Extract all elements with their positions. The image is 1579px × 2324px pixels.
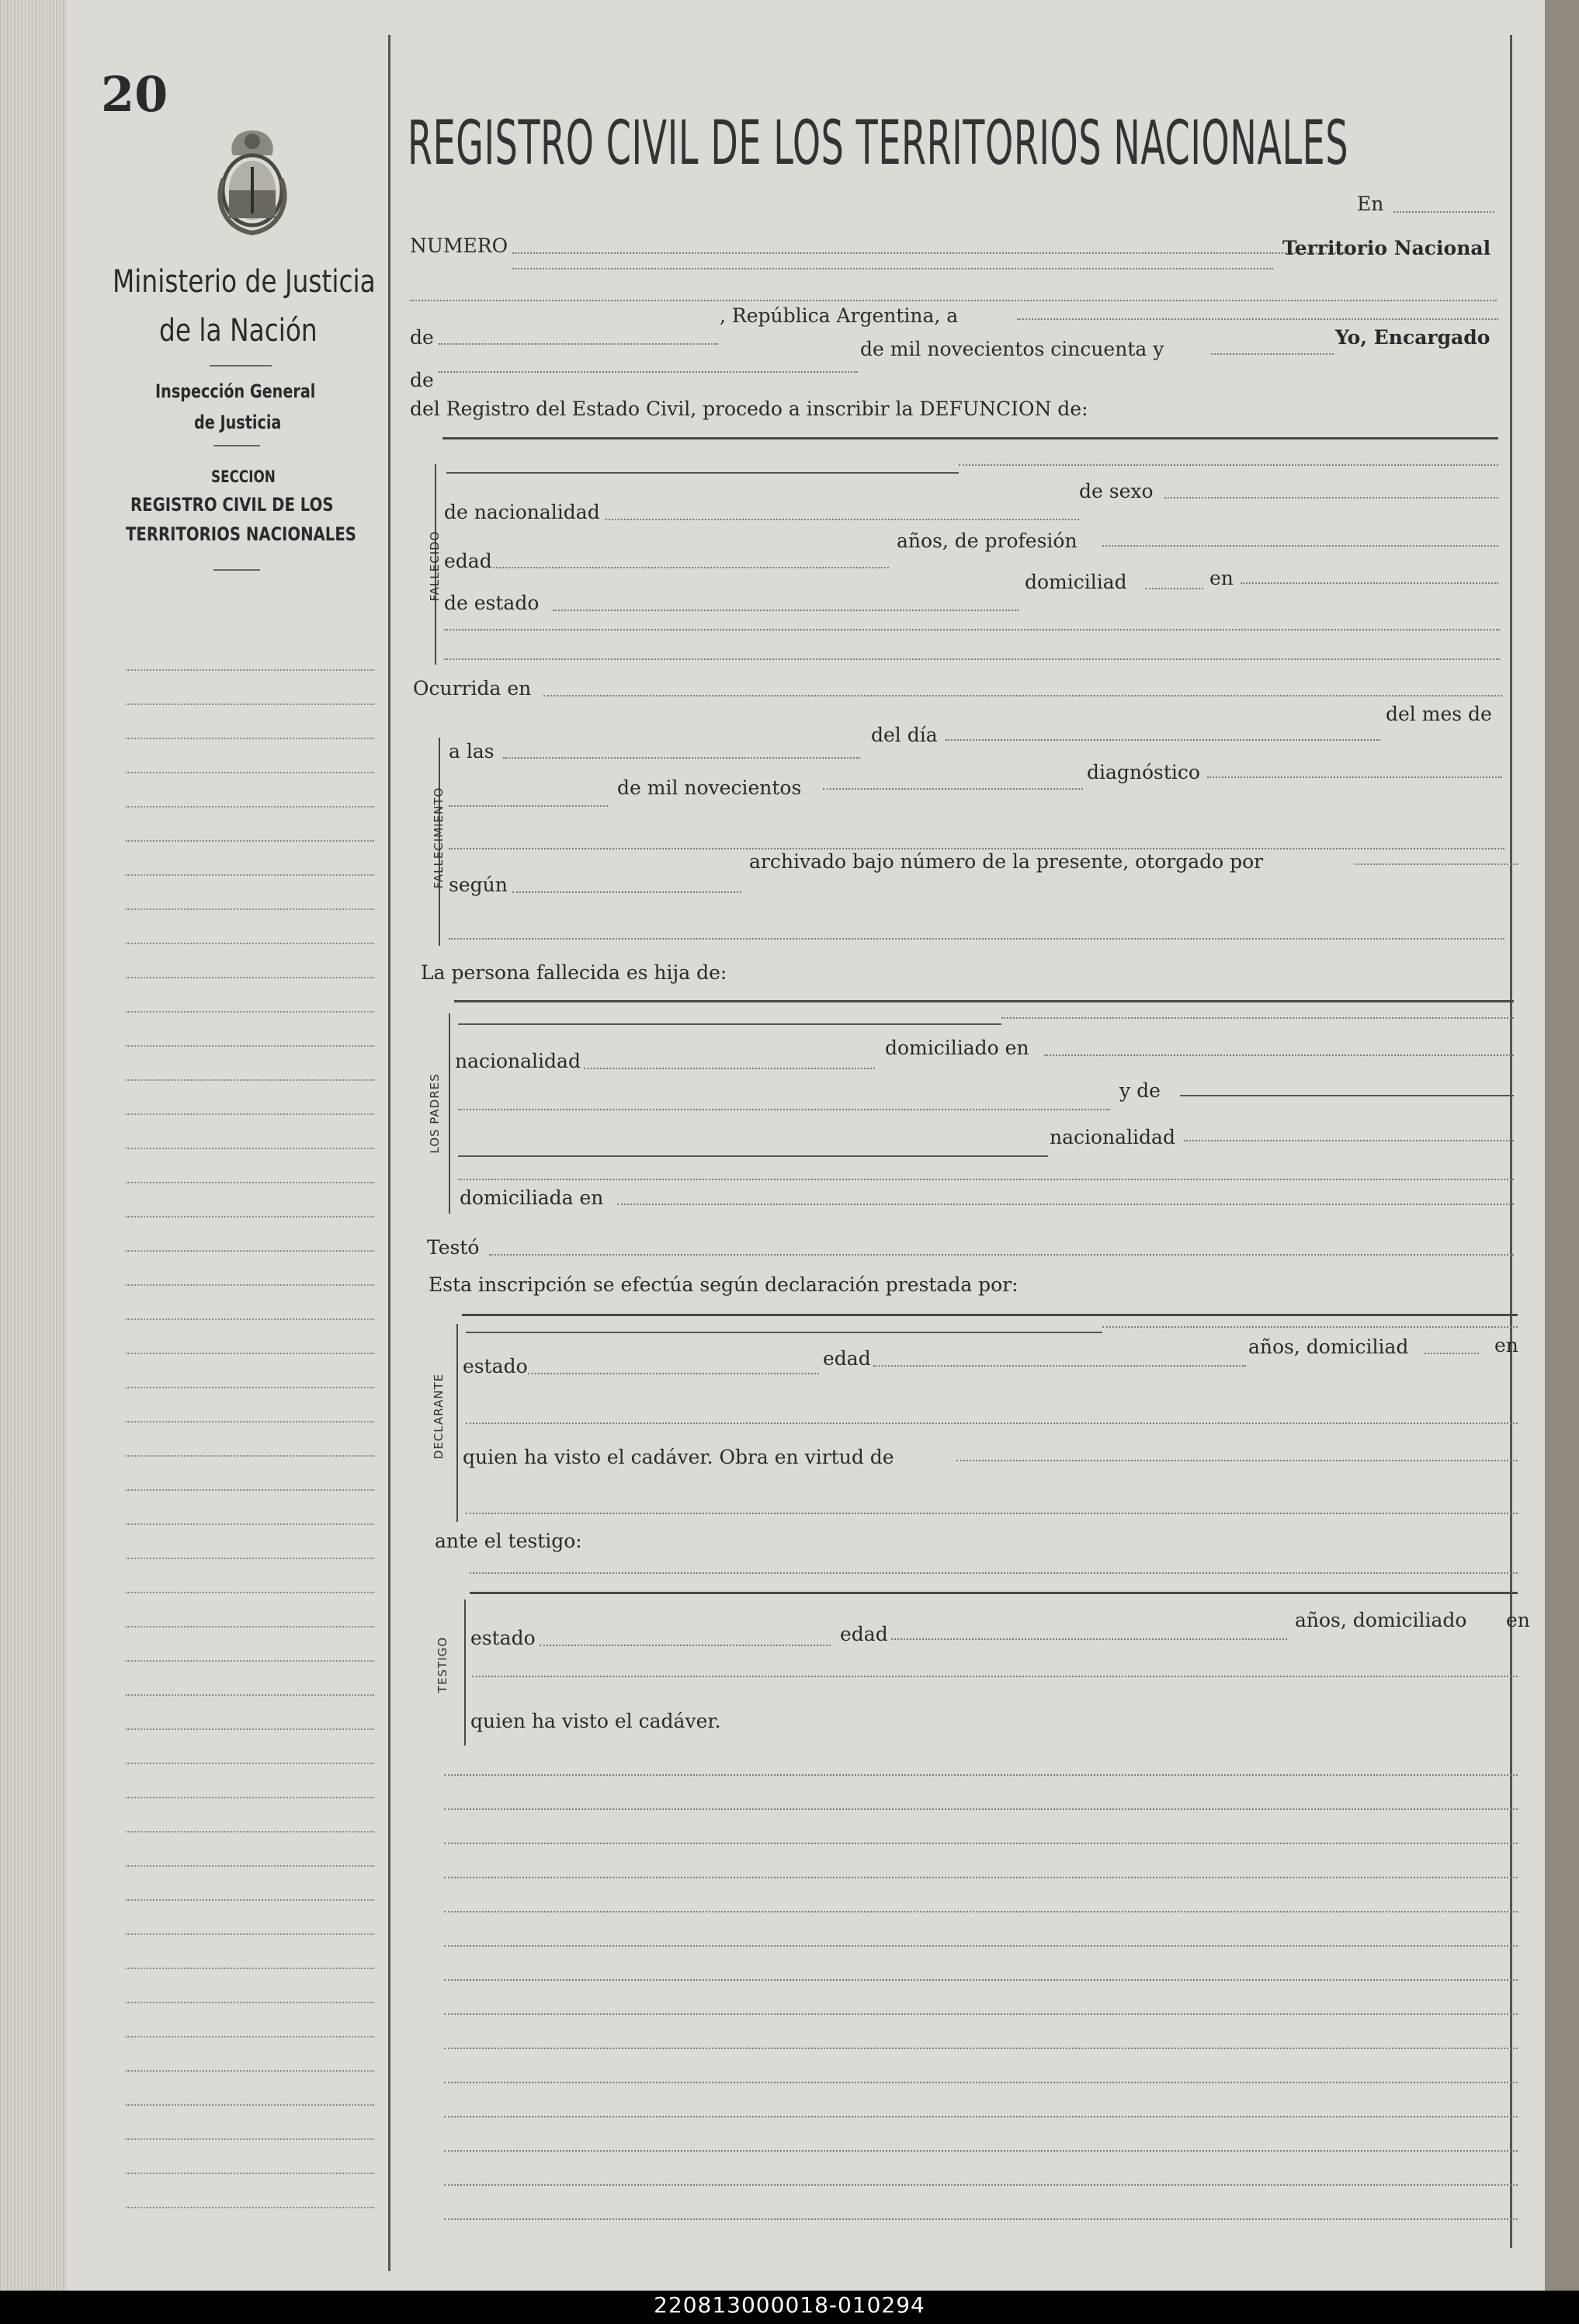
testigo-edad: edad [840, 1623, 888, 1645]
fallecimiento-diagnostico: diagnóstico [1087, 761, 1200, 783]
name-line [466, 1332, 1102, 1333]
header-registro-line: del Registro del Estado Civil, procedo a inscribir la DEFUNCION de: [410, 398, 1088, 420]
padres-y-de: y de [1119, 1079, 1161, 1102]
field-line [540, 1645, 831, 1646]
field-line [470, 1572, 1518, 1574]
field-line [410, 300, 1497, 301]
margin-line [126, 1079, 374, 1081]
testigo-anios-domiciliado: años, domiciliado [1295, 1609, 1467, 1631]
margin-line [126, 1113, 374, 1115]
section-line1: REGISTRO CIVIL DE LOS [130, 494, 334, 516]
blank-line [444, 1911, 1518, 1912]
margin-line [126, 806, 374, 808]
margin-line [126, 1558, 374, 1559]
sidebar-rule [213, 569, 260, 571]
block-bracket [464, 1600, 466, 1746]
declarante-anios-domiciliad: años, domiciliad [1248, 1336, 1409, 1358]
header-republica: , República Argentina, a [720, 304, 959, 327]
field-line [1425, 1353, 1479, 1354]
page-number: 20 [101, 66, 168, 123]
header-mil-cincuenta: de mil novecientos cincuenta y [860, 338, 1164, 360]
header-encargado: Yo, Encargado [1335, 326, 1491, 349]
margin-line [126, 1660, 374, 1662]
field-line [489, 1254, 1514, 1256]
field-line [1207, 776, 1502, 778]
margin-line [126, 1148, 374, 1149]
field-line [1211, 353, 1334, 355]
margin-line [126, 1011, 374, 1013]
section-rule [470, 1592, 1518, 1594]
margin-line [126, 1933, 374, 1935]
margin-line [126, 1694, 374, 1696]
field-line [956, 1460, 1518, 1461]
blank-line [444, 2013, 1518, 2015]
margin-line [126, 1728, 374, 1730]
padres-side-label: LOS PADRES [428, 1073, 442, 1154]
sidebar-rule [213, 445, 260, 446]
margin-line [126, 1797, 374, 1798]
margin-line [126, 1865, 374, 1867]
declarante-en: en [1494, 1334, 1518, 1357]
blank-line [444, 2048, 1518, 2049]
testo-label: Testó [427, 1236, 480, 1259]
section-label: SECCION [211, 467, 276, 486]
field-line [543, 695, 1502, 697]
page-title: REGISTRO CIVIL DE LOS TERRITORIOS NACIONALES [408, 109, 1349, 179]
field-line [891, 1638, 1287, 1640]
field-line [1355, 863, 1518, 865]
field-line [466, 1513, 1518, 1514]
field-line [439, 343, 718, 345]
margin-line [126, 1626, 374, 1627]
field-line [1044, 1054, 1514, 1056]
field-line [449, 938, 1504, 940]
declaracion-heading: Esta inscripción se efectúa según declaración prestada por: [429, 1273, 1019, 1296]
field-line [449, 848, 1504, 849]
field-line [458, 1109, 1110, 1110]
ocurrida-en: Ocurrida en [413, 677, 532, 700]
field-line [1164, 497, 1498, 498]
margin-line [126, 2138, 374, 2140]
name-line [458, 1155, 1048, 1157]
inspection-line1: Inspección General [155, 380, 316, 402]
margin-line [126, 2002, 374, 2003]
blank-line [444, 2116, 1518, 2117]
ante-testigo-heading: ante el testigo: [435, 1530, 582, 1552]
blank-line [444, 1877, 1518, 1878]
fallecimiento-a-las: a las [449, 740, 495, 763]
blank-line [444, 1843, 1518, 1844]
margin-line [126, 874, 374, 876]
testigo-en: en [1506, 1609, 1530, 1631]
testigo-estado: estado [470, 1627, 536, 1649]
blank-line [444, 1774, 1518, 1776]
margin-line [126, 840, 374, 842]
header-de1: de [410, 326, 434, 349]
field-line [553, 610, 1019, 611]
sidebar-rule [210, 365, 272, 366]
margin-line [126, 2104, 374, 2106]
margin-line [126, 772, 374, 773]
margin-line [126, 908, 374, 910]
field-line [584, 1068, 875, 1069]
margin-line [126, 2207, 374, 2208]
blank-line [444, 1945, 1518, 1947]
field-line [458, 1179, 1514, 1180]
name-line [446, 472, 959, 474]
fallecimiento-del-dia: del día [871, 724, 938, 746]
padres-domiciliada-en: domiciliada en [460, 1186, 604, 1209]
margin-line [126, 943, 374, 944]
field-line [444, 629, 1500, 631]
margin-line [126, 1353, 374, 1354]
field-line [512, 268, 1273, 269]
margin-line [126, 1523, 374, 1525]
margin-line [126, 977, 374, 978]
fallecido-domiciliad: domiciliad [1025, 571, 1127, 593]
declarante-quien: quien ha visto el cadáver. Obra en virtud de [463, 1446, 894, 1468]
field-line [512, 252, 1351, 254]
margin-line [126, 1592, 374, 1593]
field-line [444, 658, 1500, 660]
field-line [1017, 318, 1498, 320]
block-bracket [456, 1324, 458, 1522]
field-line [472, 1676, 1518, 1677]
margin-line [126, 1831, 374, 1832]
field-line [1241, 582, 1498, 584]
field-line [1102, 1326, 1518, 1328]
fallecimiento-del-mes: del mes de [1386, 703, 1492, 725]
block-bracket [449, 1013, 450, 1214]
margin-line [126, 1216, 374, 1218]
margin-line [126, 1284, 374, 1286]
fallecido-side-label: FALLECIDO [428, 530, 442, 602]
margin-line [126, 2036, 374, 2037]
margin-line [126, 1763, 374, 1764]
field-line [1001, 1017, 1514, 1019]
blank-line [444, 2082, 1518, 2083]
section-line2: TERRITORIOS NACIONALES [126, 523, 356, 545]
field-line [466, 1423, 1518, 1424]
declarante-side-label: DECLARANTE [432, 1373, 446, 1460]
header-de2: de [410, 369, 434, 391]
field-line [1393, 211, 1494, 213]
hija-de-heading: La persona fallecida es hija de: [421, 961, 727, 984]
margin-line [126, 703, 374, 705]
margin-line [126, 2173, 374, 2174]
name-line [1180, 1095, 1514, 1096]
margin-line [126, 1899, 374, 1901]
ministry-line1: Ministerio de Justicia [113, 264, 376, 300]
field-line [528, 1373, 819, 1374]
fallecido-sexo: de sexo [1079, 480, 1154, 502]
field-line [493, 567, 889, 568]
fallecido-edad: edad [444, 550, 492, 572]
coat-of-arms-icon [210, 124, 295, 241]
margin-line [126, 1968, 374, 1969]
declarante-edad: edad [823, 1347, 871, 1370]
blank-line [444, 2150, 1518, 2152]
field-line [439, 371, 858, 373]
fallecido-estado: de estado [444, 592, 540, 614]
testigo-side-label: TESTIGO [436, 1636, 449, 1693]
margin-line [126, 669, 374, 671]
padres-nacionalidad2: nacionalidad [1050, 1126, 1175, 1148]
blank-line [444, 1979, 1518, 1981]
padres-nacionalidad: nacionalidad [455, 1050, 581, 1072]
inspection-line2: de Justicia [194, 412, 282, 433]
fallecido-nacionalidad: de nacionalidad [444, 501, 600, 523]
declarante-estado: estado [463, 1355, 528, 1377]
padres-domiciliado-en: domiciliado en [885, 1037, 1029, 1059]
fallecido-anios-profesion: años, de profesión [897, 530, 1078, 552]
section-rule [462, 1314, 1518, 1316]
fallecido-en: en [1209, 567, 1234, 589]
field-line [512, 891, 741, 893]
testigo-quien: quien ha visto el cadáver. [470, 1710, 721, 1732]
margin-line [126, 1318, 374, 1320]
blank-line [444, 1808, 1518, 1810]
field-line [959, 464, 1498, 466]
margin-line [126, 2070, 374, 2072]
margin-line [126, 1182, 374, 1183]
margin-line [126, 1045, 374, 1047]
fallecimiento-segun: según [449, 874, 508, 896]
field-line [1184, 1140, 1514, 1141]
right-border [1510, 35, 1512, 2248]
column-divider [388, 35, 390, 2271]
blank-line [444, 2184, 1518, 2186]
header-en: En [1357, 193, 1384, 215]
page-stack-edge [0, 0, 66, 2291]
field-line [823, 788, 1083, 790]
field-line [946, 739, 1380, 741]
binding-edge [1545, 0, 1579, 2291]
field-line [449, 805, 608, 807]
header-territorio: Territorio Nacional [1282, 237, 1491, 259]
margin-line [126, 1489, 374, 1491]
margin-line [126, 1387, 374, 1388]
header-numero: NUMERO [410, 234, 508, 257]
margin-line [126, 738, 374, 739]
ministry-line2: de la Nación [159, 313, 318, 349]
margin-line [126, 1250, 374, 1252]
field-line [617, 1204, 1514, 1205]
fallecimiento-mil-novecientos: de mil novecientos [617, 776, 802, 799]
fallecimiento-side-label: FALLECIMIENTO [432, 787, 446, 889]
margin-line [126, 1455, 374, 1457]
field-line [1145, 588, 1203, 589]
blank-line [444, 2218, 1518, 2220]
section-rule [454, 1000, 1514, 1002]
name-line [458, 1023, 1001, 1025]
footer-code: 220813000018-010294 [654, 2292, 925, 2318]
field-line [873, 1365, 1246, 1367]
field-line [1102, 545, 1498, 547]
fallecimiento-archivado: archivado bajo número de la presente, otorgado por [749, 850, 1264, 873]
margin-line [126, 1421, 374, 1423]
section-rule [442, 437, 1498, 439]
field-line [503, 757, 860, 759]
field-line [606, 519, 1079, 520]
